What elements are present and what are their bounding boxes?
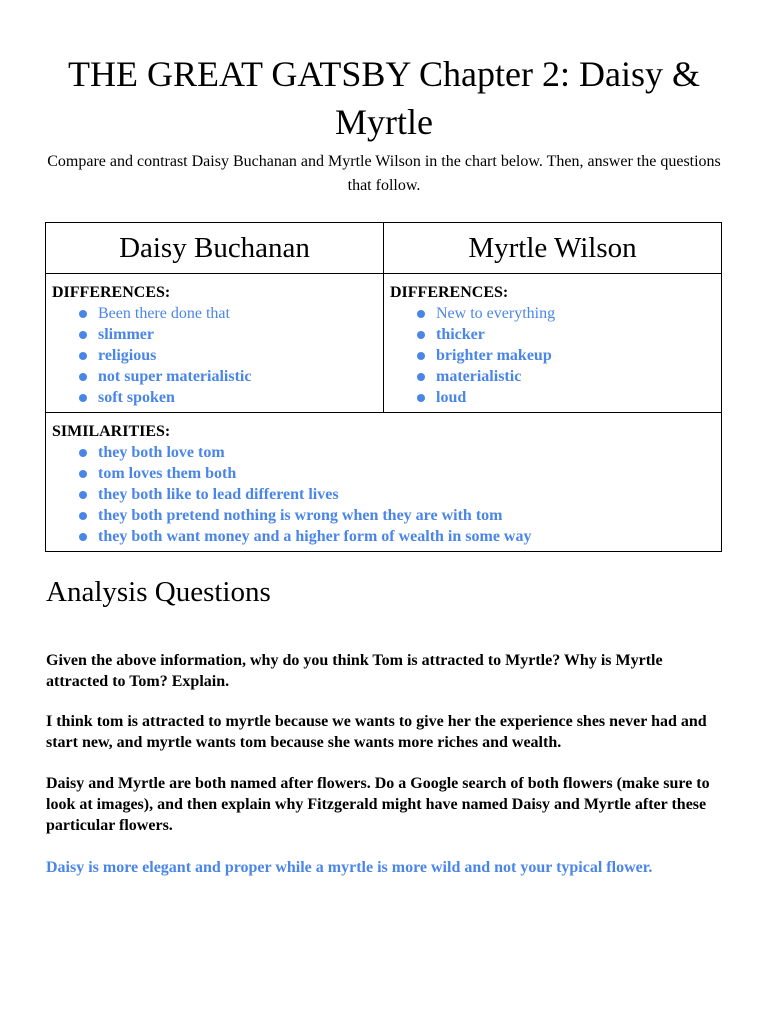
list-item-text: New to everything — [436, 305, 556, 322]
bullet-icon — [79, 533, 87, 541]
list-item-text: they both pretend nothing is wrong when they are with tom — [98, 507, 503, 524]
list-item — [76, 303, 377, 324]
list-item — [414, 387, 715, 408]
bullet-icon — [79, 373, 87, 381]
list-item-text: tom loves them both — [98, 465, 237, 482]
bullet-icon — [79, 331, 87, 339]
list-item-text: not super materialistic — [98, 368, 252, 385]
daisy-differences-cell — [46, 274, 384, 413]
list-item-text: they both like to lead different lives — [98, 486, 339, 503]
question-1: Given the above information, why do you think Tom is attracted to Myrtle? Why is Myrtle attracted to Tom? Explain. — [46, 652, 663, 690]
list-item — [76, 387, 377, 408]
chart-header-myrtle: Myrtle Wilson — [384, 223, 722, 274]
bullet-icon — [417, 331, 425, 339]
list-item — [76, 484, 715, 505]
list-item-text: brighter makeup — [436, 347, 552, 364]
list-item-text: materialistic — [436, 368, 522, 385]
page-title: THE GREAT GATSBY Chapter 2: Daisy & Myrtle — [68, 54, 700, 142]
bullet-icon — [417, 310, 425, 318]
analysis-heading: Analysis Questions — [46, 576, 271, 608]
list-item-text: religious — [98, 347, 157, 364]
instructions-text: Compare and contrast Daisy Buchanan and Myrtle Wilson in the chart below. Then, answer the questions that follow. — [47, 153, 721, 194]
bullet-icon — [79, 512, 87, 520]
chart-header-daisy: Daisy Buchanan — [46, 223, 384, 274]
question-2: Daisy and Myrtle are both named after flowers. Do a Google search of both flowers (make sure to look at images), and then explain why Fitzgerald might have named Daisy and Myrtle after these particular flowers. — [46, 775, 710, 834]
list-item — [76, 463, 715, 484]
bullet-icon — [79, 394, 87, 402]
list-item-text: slimmer — [98, 326, 154, 343]
myrtle-differences-cell — [384, 274, 722, 413]
list-item-text: soft spoken — [98, 389, 175, 406]
list-item — [76, 442, 715, 463]
list-item-text: loud — [436, 389, 467, 406]
list-item — [414, 366, 715, 387]
list-item — [414, 324, 715, 345]
differences-label: DIFFERENCES: — [390, 284, 509, 301]
list-item-text: Been there done that — [98, 305, 230, 322]
list-item — [76, 526, 715, 547]
differences-label: DIFFERENCES: — [52, 284, 171, 301]
similarities-list — [52, 442, 715, 547]
answer-2: Daisy is more elegant and proper while a myrtle is more wild and not your typical flower. — [46, 859, 653, 876]
list-item — [76, 366, 377, 387]
comparison-chart — [45, 222, 722, 552]
bullet-icon — [79, 310, 87, 318]
list-item-text: they both want money and a higher form of wealth in some way — [98, 528, 532, 545]
list-item — [76, 324, 377, 345]
myrtle-differences-list — [390, 303, 715, 408]
daisy-differences-list — [52, 303, 377, 408]
bullet-icon — [79, 470, 87, 478]
list-item-text: thicker — [436, 326, 485, 343]
similarities-cell — [46, 413, 722, 552]
similarities-label: SIMILARITIES: — [52, 423, 171, 440]
list-item — [76, 345, 377, 366]
list-item — [76, 505, 715, 526]
list-item — [414, 303, 715, 324]
list-item — [414, 345, 715, 366]
bullet-icon — [417, 352, 425, 360]
bullet-icon — [79, 491, 87, 499]
list-item-text: they both love tom — [98, 444, 225, 461]
bullet-icon — [79, 352, 87, 360]
bullet-icon — [79, 449, 87, 457]
answer-1: I think tom is attracted to myrtle because we wants to give her the experience shes never had and start new, and myrtle wants tom because she wants more riches and wealth. — [46, 713, 707, 751]
bullet-icon — [417, 394, 425, 402]
bullet-icon — [417, 373, 425, 381]
